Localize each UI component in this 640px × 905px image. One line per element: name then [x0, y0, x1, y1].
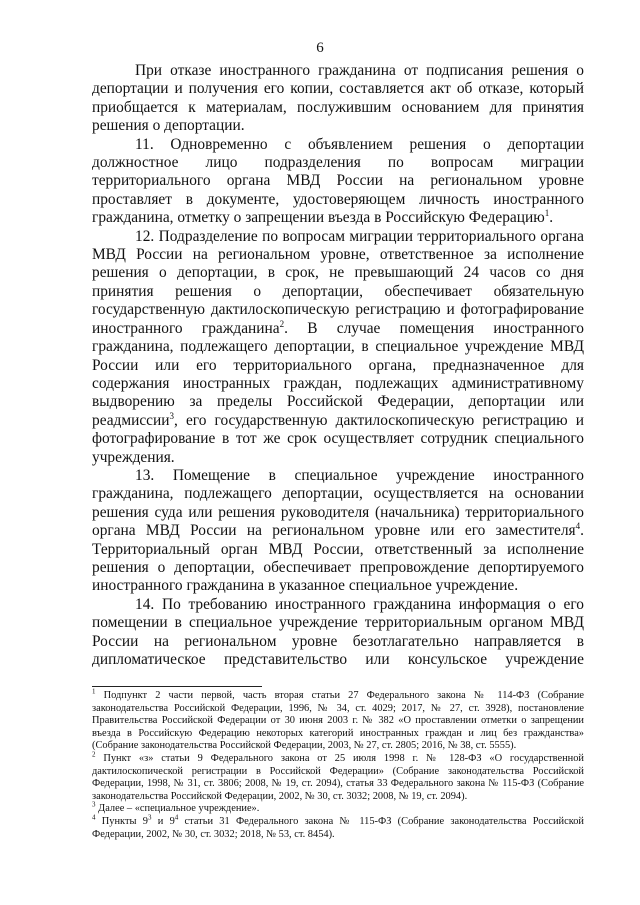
- footnote-4: [92, 813, 584, 841]
- paragraph-11: [92, 136, 584, 228]
- footnote-text: и 9: [151, 815, 175, 827]
- footnote-number: 3: [92, 800, 96, 809]
- footnote-number: 4: [92, 813, 96, 822]
- footnote-text: Подпункт 2 части первой, часть вторая статьи 27 Федерального закона № 114-ФЗ (Собрание законодательства Российской Федерации, 1996, № 34, ст. 4029; 2017, № 27, ст. 3928), постановление Правительства Российской Федерации от 30 июня 2003 г. № 382 «О проставлении отметки о запрещении въезда в Российскую Федерацию некоторых категорий иностранных граждан и лиц без гражданства» (Собрание законодательства Российской Федерации, 2003, № 27, ст. 2805; 2016, № 38, ст. 5555).: [92, 690, 584, 752]
- page-number: 6: [316, 40, 324, 56]
- paragraph-14: [92, 596, 584, 670]
- footnote-3: [92, 800, 584, 816]
- paragraph-text: 11. Одновременно с объявлением решения о депортации должностное лицо подразделения по вопросам миграции территориального органа МВД России на региональном уровне проставляет в документе, удостоверяющем личность иностранного гражданина, отметку о запрещении въезда в Российскую Федерацию: [92, 135, 584, 227]
- paragraph-12: [92, 228, 584, 467]
- footnote-text: статьи 31 Федерального закона № 115-ФЗ (Собрание законодательства Российской Федерации, 2002, № 30, ст. 3032; 2018, № 53, ст. 8454).: [92, 815, 584, 840]
- paragraph-text: .: [549, 209, 554, 227]
- footnote-superscript: 3: [147, 813, 152, 822]
- footnote-text: Пункты 9: [101, 815, 148, 827]
- footnote-ref-1[interactable]: 1: [544, 208, 550, 219]
- footnote-separator: [92, 686, 262, 687]
- footnote-ref-4[interactable]: 4: [575, 521, 581, 532]
- paragraph-text: . Территориальный орган МВД России, ответственный за исполнение решения о депортации, обеспечивает препровождение депортируемого иностранного гражданина в указанное специальное учреждение.: [92, 522, 584, 595]
- footnote-ref-3[interactable]: 3: [169, 410, 174, 421]
- paragraph-13: [92, 467, 584, 596]
- footnote-text: Далее – «специальное учреждение».: [98, 803, 260, 815]
- footnote-number: 1: [92, 687, 96, 696]
- main-text: [92, 62, 584, 669]
- footnote-number: 2: [92, 750, 96, 759]
- paragraph-text: При отказе иностранного гражданина от подписания решения о депортации и получения его копии, составляется акт об отказе, который приобщается к материалам, послужившим основанием для принятия решения о депортации.: [92, 62, 584, 135]
- footnote-text: Пункт «з» статьи 9 Федерального закона от 25 июля 1998 г. № 128-ФЗ «О государственной дактилоскопической регистрации в Российской Федерации» (Собрание законодательства Российской Федерации, 1998, № 31, ст. 3806; 2008, № 19, ст. 2094), статья 33 Федерального закона № 115-ФЗ (Собрание законодательства Российской Федерации, 2002, № 30, ст. 3032; 2008, № 19, ст. 2094).: [92, 752, 584, 802]
- paragraph-text: . В случае помещения иностранного гражданина, подлежащего депортации, в специальное учреждение МВД России или его территориального органа, предназначенное для содержания иностранных граждан, подлежащих административному выдворению за пределы Российской Федерации, депортации или реадмиссии: [92, 319, 584, 429]
- paragraph-act-of-refusal: [92, 62, 584, 136]
- paragraph-text: 13. Помещение в специальное учреждение иностранного гражданина, подлежащего депортации, осуществляется на основании решения суда или решения руководителя (начальника) территориального органа МВД России на региональном уровне или его заместителя: [92, 466, 584, 540]
- paragraph-text: 12. Подразделение по вопросам миграции территориального органа МВД России на региональном уровне, ответственное за исполнение решения о депортации, в срок, не превышающий 24 часов со дня принятия решения о депортации, обеспечивает обязательную государственную дактилоскопическую регистрацию и фотографирование иностранного гражданина: [92, 227, 584, 337]
- footnote-superscript: 4: [174, 813, 179, 822]
- footnotes: [92, 687, 584, 841]
- footnote-1: [92, 687, 584, 753]
- footnote-2: [92, 750, 584, 803]
- footnote-ref-2[interactable]: 2: [279, 318, 285, 329]
- paragraph-text: , его государственную дактилоскопическую регистрацию и фотографирование в тот же срок осуществляет сотрудник специального учреждения.: [92, 411, 584, 466]
- paragraph-text: 14. По требованию иностранного гражданина информация о его помещении в специальное учреждение территориальным органом МВД России на региональном уровне безотлагательно направляется в дипломатическое представительство или консульское учреждение: [92, 595, 584, 668]
